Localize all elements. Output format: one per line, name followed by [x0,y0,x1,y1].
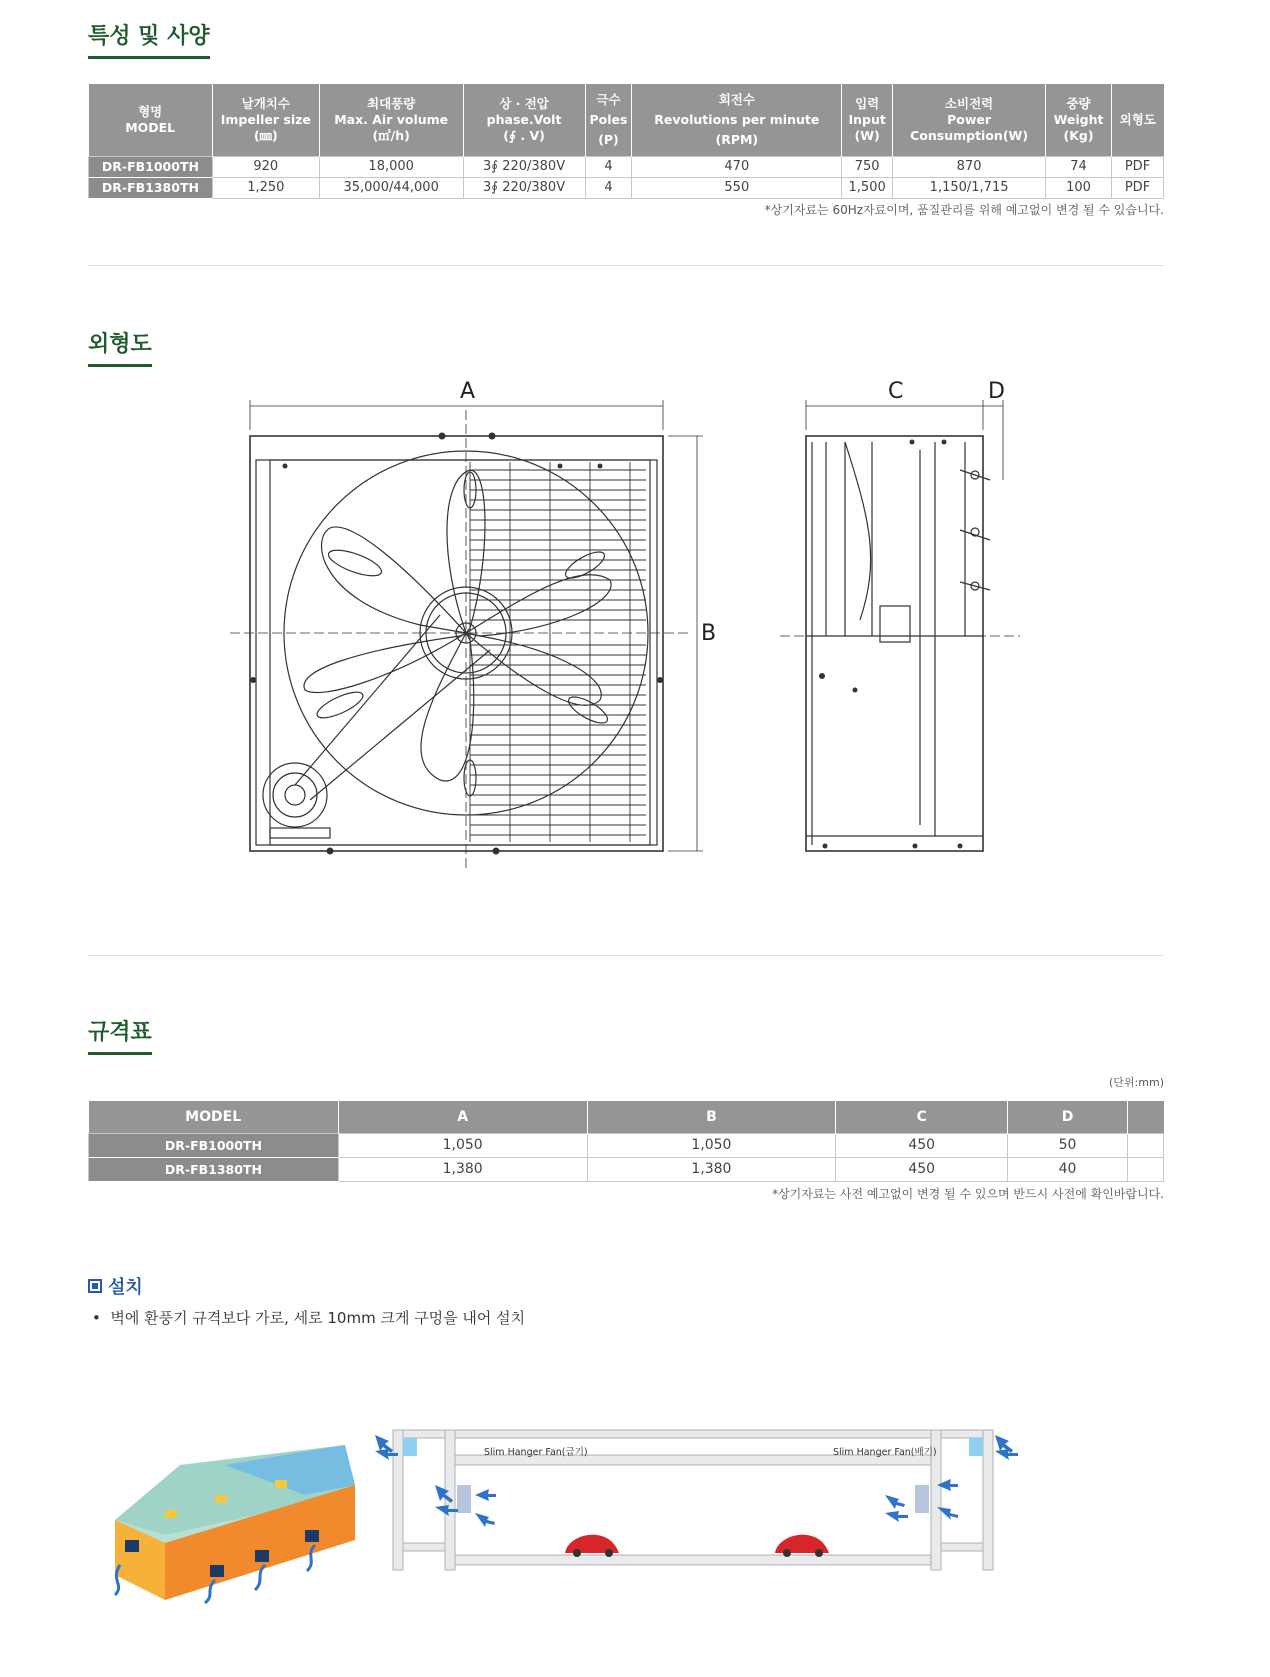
spec-note: *상기자료는 60Hz자료이며, 품질관리를 위해 예고없이 변경 될 수 있습니다. [764,203,1164,217]
dimension-d-label: D [988,379,1005,404]
dimension-table [88,1101,1164,1182]
phase-volt-cell: 3∮ 220/380V [463,177,585,198]
divider [88,265,1164,266]
building-illustration [105,1425,365,1605]
weight-cell: 100 [1046,177,1112,198]
dim-b-cell: 1,380 [587,1157,836,1181]
dim-c-cell: 450 [836,1157,1008,1181]
power-cell: 1,150/1,715 [893,177,1046,198]
bullet-dot-icon: • [92,1309,111,1327]
table-row [89,1157,1164,1181]
phase-volt-cell: 3∮ 220/380V [463,156,585,177]
dim-note: *상기자료는 사전 예고없이 변경 될 수 있으며 반드시 사전에 확인바랍니다. [772,1187,1164,1201]
poles-cell: 4 [585,156,632,177]
spec-header-cell: 최대풍량 Max. Air volume (㎥/h) [319,84,463,156]
spec-header-cell: 극수 Poles (P) [585,84,632,156]
weight-cell: 74 [1046,156,1112,177]
hanger-fan-exhaust-label: Slim Hanger Fan(배기) [833,1447,937,1458]
air-volume-cell: 35,000/44,000 [319,177,463,198]
dimension-c-label: C [888,379,904,404]
dim-c-cell: 450 [836,1133,1008,1157]
dim-empty-cell [1128,1133,1164,1157]
air-volume-cell: 18,000 [319,156,463,177]
impeller-size-cell: 920 [212,156,319,177]
dim-empty-cell [1128,1157,1164,1181]
install-title: 설치 [108,1277,143,1298]
table-row [89,156,1164,177]
table-row [89,177,1164,198]
dim-header-cell: A [338,1101,587,1133]
divider [88,955,1164,956]
spec-header-cell: 날개치수 Impeller size (㎜) [212,84,319,156]
spec-header-cell: 외형도 [1112,84,1164,156]
input-cell: 750 [842,156,893,177]
unit-label: (단위:mm) [1109,1076,1164,1089]
pdf-link[interactable]: PDF [1112,177,1164,198]
spec-header-row [89,84,1164,156]
spec-header-cell: 입력 Input (W) [842,84,893,156]
model-cell: DR-FB1000TH [89,1133,339,1157]
side-view-drawing [0,370,1270,930]
impeller-size-cell: 1,250 [212,177,319,198]
spec-header-cell: 중량 Weight (Kg) [1046,84,1112,156]
dim-section-title: 규격표 [88,1018,152,1055]
square-bullet-icon [88,1279,102,1293]
dim-header-row [89,1101,1164,1133]
dim-header-cell: C [836,1101,1008,1133]
spec-section-title: 특성 및 사양 [88,22,210,59]
dim-d-cell: 40 [1008,1157,1128,1181]
dim-d-cell: 50 [1008,1133,1128,1157]
pdf-link[interactable]: PDF [1112,156,1164,177]
outline-section-title: 외형도 [88,330,152,367]
dim-a-cell: 1,050 [338,1133,587,1157]
spec-header-cell: 회전수 Revolutions per minute (RPM) [632,84,842,156]
dim-header-cell: B [587,1101,836,1133]
rpm-cell: 550 [632,177,842,198]
install-text: 벽에 환풍기 규격보다 가로, 세로 10mm 크게 구멍을 내어 설치 [110,1309,526,1327]
dim-header-cell: MODEL [89,1101,339,1133]
rpm-cell: 470 [632,156,842,177]
install-heading [88,1273,143,1299]
table-row [89,1133,1164,1157]
power-cell: 870 [893,156,1046,177]
model-cell: DR-FB1380TH [89,1157,339,1181]
spec-header-cell: 형명 MODEL [89,84,213,156]
model-cell: DR-FB1380TH [89,177,213,198]
install-description [92,1307,525,1328]
poles-cell: 4 [585,177,632,198]
dim-header-cell: D [1008,1101,1128,1133]
dim-a-cell: 1,380 [338,1157,587,1181]
dim-b-cell: 1,050 [587,1133,836,1157]
dimension-a-label: A [460,379,476,404]
spec-table [88,84,1164,199]
hanger-fan-supply-label: Slim Hanger Fan(급기) [484,1447,588,1458]
spec-header-cell: 상 · 전압 phase.Volt (∮ . V) [463,84,585,156]
model-cell: DR-FB1000TH [89,156,213,177]
dim-header-cell [1128,1101,1164,1133]
dimension-b-label: B [701,621,717,646]
spec-header-cell: 소비전력 Power Consumption(W) [893,84,1046,156]
input-cell: 1,500 [842,177,893,198]
